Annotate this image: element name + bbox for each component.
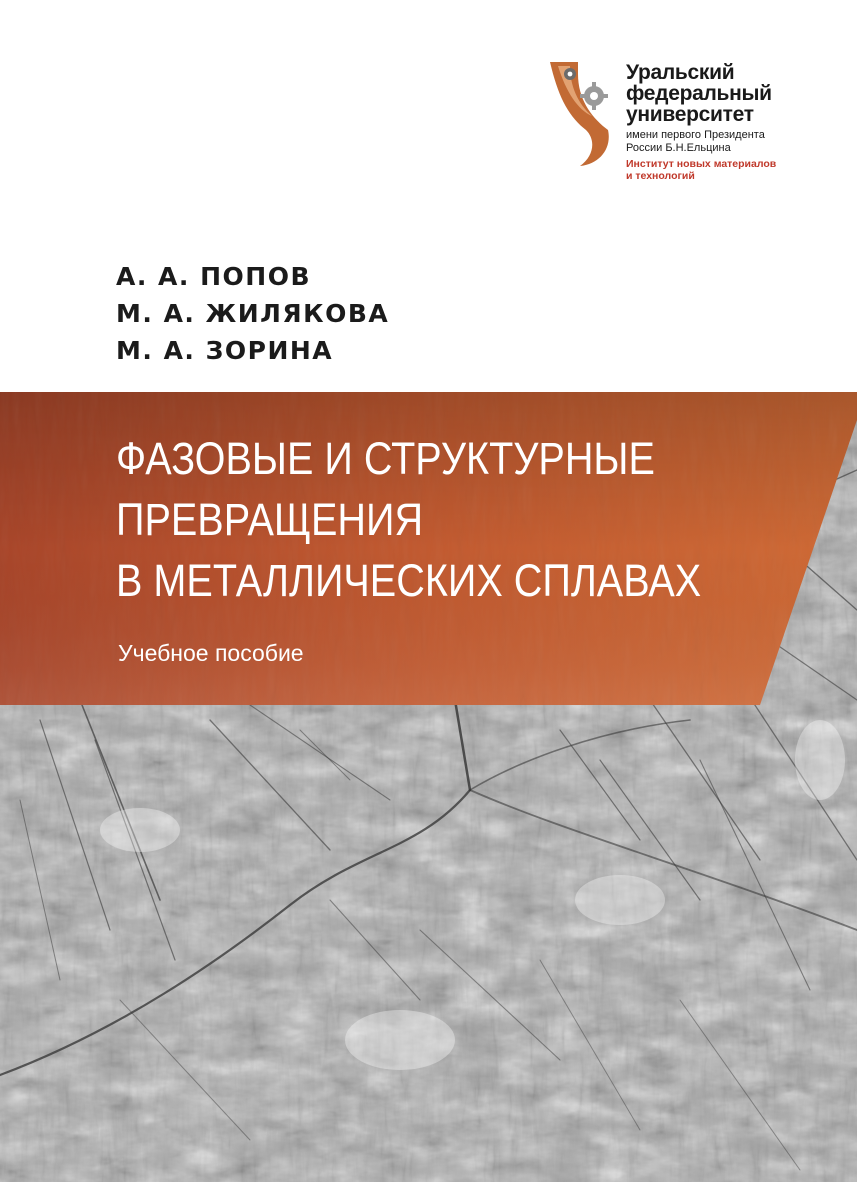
book-subtitle: Учебное пособие (118, 640, 304, 666)
logo-name-line-2: федеральный (626, 82, 772, 105)
author-3: М. А. ЗОРИНА (116, 336, 334, 365)
university-logo (548, 60, 848, 210)
ural-university-logo-icon (548, 60, 618, 170)
title-line-2: ПРЕВРАЩЕНИЯ (116, 494, 424, 545)
title-line-3: В МЕТАЛЛИЧЕСКИХ СПЛАВАХ (116, 555, 702, 606)
logo-name-line-1: Уральский (626, 61, 735, 84)
logo-name-line-3: университет (626, 103, 754, 126)
logo-sub-line-1: имени первого Президента (626, 129, 765, 141)
logo-institute-line-2: и технологий (626, 170, 695, 182)
logo-institute-line-1: Институт новых материалов (626, 158, 777, 170)
author-2: М. А. ЖИЛЯКОВА (116, 299, 390, 328)
title-line-1: ФАЗОВЫЕ И СТРУКТУРНЫЕ (116, 433, 655, 484)
book-title (116, 428, 781, 611)
logo-sub-line-2: России Б.Н.Ельцина (626, 142, 731, 154)
authors-list (116, 258, 389, 369)
logo-text (626, 62, 776, 182)
author-1: А. А. ПОПОВ (116, 262, 312, 291)
